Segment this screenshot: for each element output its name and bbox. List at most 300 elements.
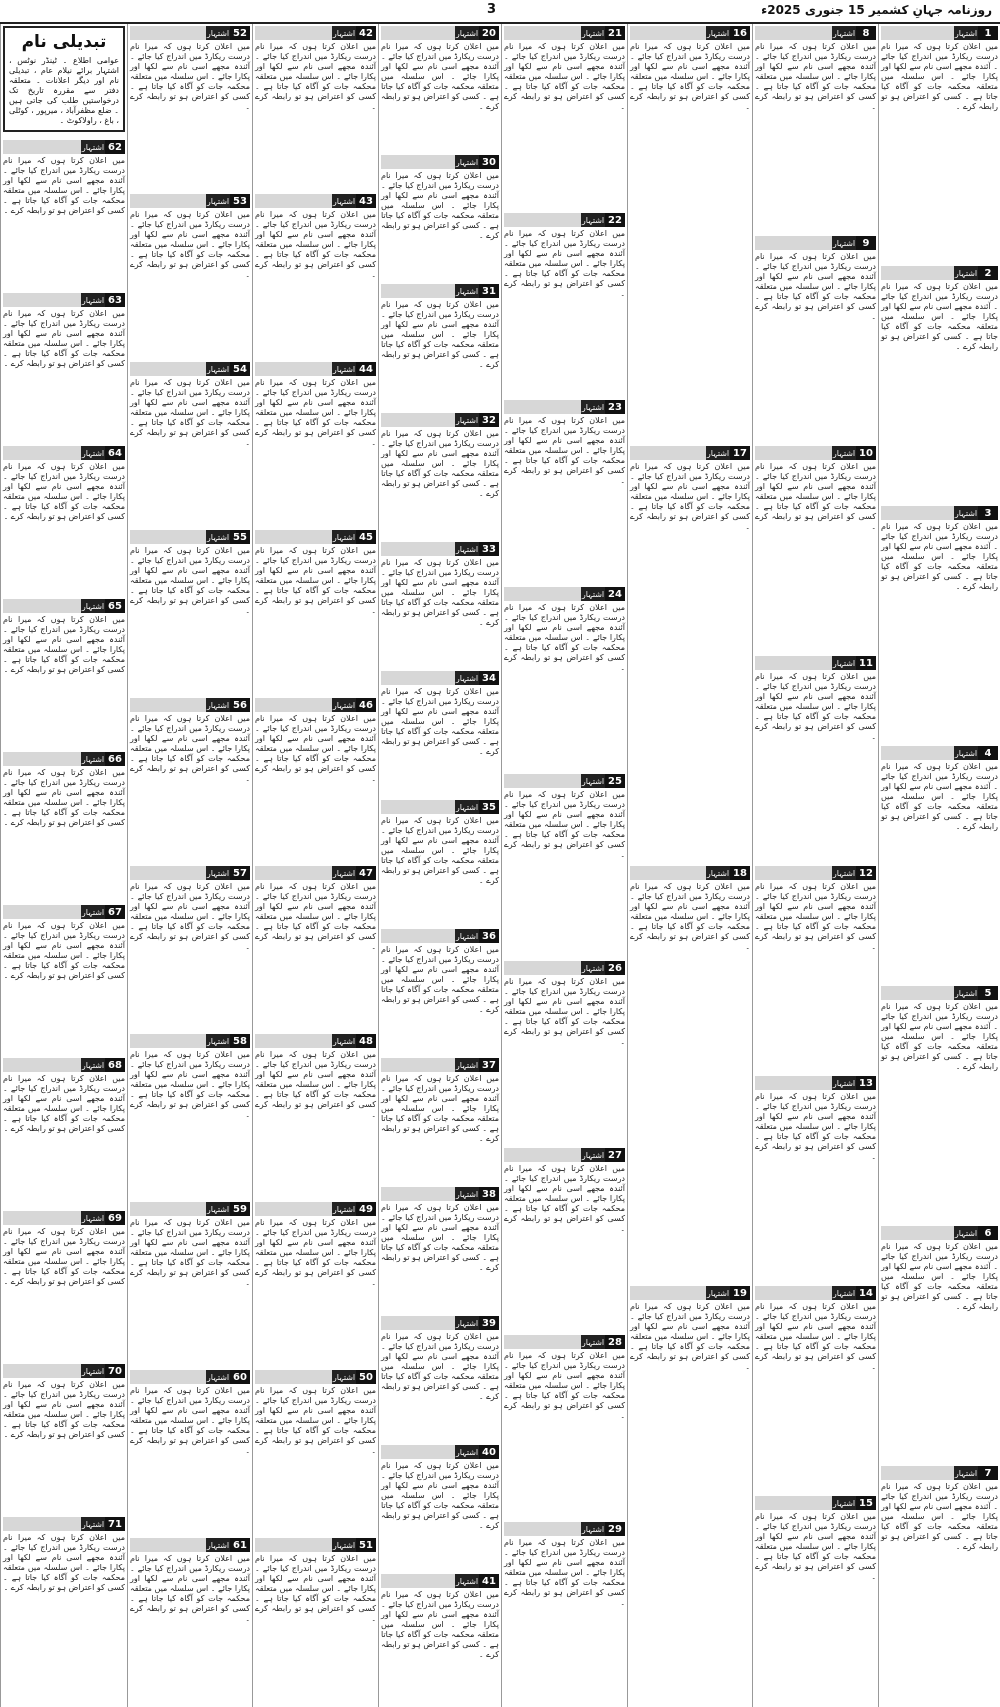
ad-label: اشتہار [706, 866, 730, 880]
notice-text: میں اعلان کرتا ہوں کہ میرا نام درست ریکارڈ میں اندراج کیا جائے ۔ آئندہ مجھے اسی نام سے لکھا اور پکارا جائے ۔ اس سلسلہ میں متعلقہ محکمہ جات کو آگاہ کیا جاتا ہے ۔ کسی کو اعتراض ہو تو رابطہ کرے ۔ [255, 210, 376, 279]
notice-text: میں اعلان کرتا ہوں کہ میرا نام درست ریکارڈ میں اندراج کیا جائے ۔ آئندہ مجھے اسی نام سے لکھا اور پکارا جائے ۔ اس سلسلہ میں متعلقہ محکمہ جات کو آگاہ کیا جاتا ہے ۔ کسی کو اعتراض ہو تو رابطہ کرے ۔ [130, 546, 250, 615]
classified-notice [628, 24, 752, 444]
classified-notice [879, 24, 1000, 264]
notice-header [504, 587, 625, 601]
notice-header [130, 1370, 250, 1384]
classified-notice [879, 1464, 1000, 1704]
header-bar [255, 194, 332, 208]
notice-header [381, 542, 499, 556]
ad-label: اشتہار [455, 413, 479, 427]
notice-text: میں اعلان کرتا ہوں کہ میرا نام درست ریکارڈ میں اندراج کیا جائے ۔ آئندہ مجھے اسی نام سے لکھا اور پکارا جائے ۔ اس سلسلہ میں متعلقہ محکمہ جات کو آگاہ کیا جاتا ہے ۔ کسی کو اعتراض ہو تو رابطہ کرے ۔ [381, 816, 499, 885]
notice-text: میں اعلان کرتا ہوں کہ میرا نام درست ریکارڈ میں اندراج کیا جائے ۔ آئندہ مجھے اسی نام سے لکھا اور پکارا جائے ۔ اس سلسلہ میں متعلقہ محکمہ جات کو آگاہ کیا جاتا ہے ۔ کسی کو اعتراض ہو تو رابطہ کرے ۔ [255, 1554, 376, 1623]
header-bar [255, 1034, 332, 1048]
ad-label: اشتہار [455, 284, 479, 298]
notice-text: میں اعلان کرتا ہوں کہ میرا نام درست ریکارڈ میں اندراج کیا جائے ۔ آئندہ مجھے اسی نام سے لکھا اور پکارا جائے ۔ اس سلسلہ میں متعلقہ محکمہ جات کو آگاہ کیا جاتا ہے ۔ کسی کو اعتراض ہو تو رابطہ کرے ۔ [130, 1050, 250, 1119]
notice-header [755, 656, 876, 670]
classified-notice [128, 1200, 252, 1368]
header-bar [504, 961, 581, 975]
notice-number: 22 [605, 213, 625, 227]
ad-label: اشتہار [455, 542, 479, 556]
notice-text: میں اعلان کرتا ہوں کہ میرا نام درست ریکارڈ میں اندراج کیا جائے ۔ آئندہ مجھے اسی نام سے لکھا اور پکارا جائے ۔ اس سلسلہ میں متعلقہ محکمہ جات کو آگاہ کیا جاتا ہے ۔ کسی کو اعتراض ہو تو رابطہ کرے ۔ [381, 171, 499, 240]
header-bar [255, 1370, 332, 1384]
classified-notice [1, 444, 127, 597]
notice-number: 57 [230, 866, 250, 880]
notice-text: میں اعلان کرتا ہوں کہ میرا نام درست ریکارڈ میں اندراج کیا جائے ۔ آئندہ مجھے اسی نام سے لکھا اور پکارا جائے ۔ اس سلسلہ میں متعلقہ محکمہ جات کو آگاہ کیا جاتا ہے ۔ کسی کو اعتراض ہو تو رابطہ کرے ۔ [130, 378, 250, 447]
notice-header [3, 293, 125, 307]
notice-number: 55 [230, 530, 250, 544]
ad-label: اشتہار [332, 1202, 356, 1216]
notice-number: 19 [730, 1286, 750, 1300]
notice-number: 32 [479, 413, 499, 427]
header-bar [3, 599, 81, 613]
classified-notice [1, 138, 127, 291]
notice-header [130, 698, 250, 712]
classified-notice [128, 696, 252, 864]
notice-header [881, 986, 998, 1000]
notice-text: میں اعلان کرتا ہوں کہ میرا نام درست ریکارڈ میں اندراج کیا جائے ۔ آئندہ مجھے اسی نام سے لکھا اور پکارا جائے ۔ اس سلسلہ میں متعلقہ محکمہ جات کو آگاہ کیا جاتا ہے ۔ کسی کو اعتراض ہو تو رابطہ کرے ۔ [881, 1242, 998, 1311]
notice-header [255, 1538, 376, 1552]
classified-notice [879, 504, 1000, 744]
masthead [0, 0, 1000, 24]
header-bar [755, 866, 832, 880]
header-bar [381, 413, 455, 427]
classified-notice [753, 654, 878, 864]
notice-text: میں اعلان کرتا ہوں کہ میرا نام درست ریکارڈ میں اندراج کیا جائے ۔ آئندہ مجھے اسی نام سے لکھا اور پکارا جائے ۔ اس سلسلہ میں متعلقہ محکمہ جات کو آگاہ کیا جاتا ہے ۔ کسی کو اعتراض ہو تو رابطہ کرے ۔ [881, 522, 998, 591]
notice-text: میں اعلان کرتا ہوں کہ میرا نام درست ریکارڈ میں اندراج کیا جائے ۔ آئندہ مجھے اسی نام سے لکھا اور پکارا جائے ۔ اس سلسلہ میں متعلقہ محکمہ جات کو آگاہ کیا جاتا ہے ۔ کسی کو اعتراض ہو تو رابطہ کرے ۔ [3, 768, 125, 827]
notice-number: 20 [479, 26, 499, 40]
ad-label: اشتہار [954, 26, 978, 40]
ad-label: اشتہار [954, 266, 978, 280]
notice-number: 54 [230, 362, 250, 376]
header-bar [504, 1148, 581, 1162]
classified-notice [379, 153, 501, 282]
notice-header [381, 800, 499, 814]
notice-header [630, 446, 750, 460]
notice-number: 24 [605, 587, 625, 601]
classified-notice [502, 585, 627, 772]
notice-header [3, 1364, 125, 1378]
header-bar [881, 266, 954, 280]
notice-number: 63 [105, 293, 125, 307]
header-bar [255, 1202, 332, 1216]
notice-number: 44 [356, 362, 376, 376]
notice-text: میں اعلان کرتا ہوں کہ میرا نام درست ریکارڈ میں اندراج کیا جائے ۔ آئندہ مجھے اسی نام سے لکھا اور پکارا جائے ۔ اس سلسلہ میں متعلقہ محکمہ جات کو آگاہ کیا جاتا ہے ۔ کسی کو اعتراض ہو تو رابطہ کرے ۔ [504, 977, 625, 1046]
header-bar [130, 26, 206, 40]
notice-text: میں اعلان کرتا ہوں کہ میرا نام درست ریکارڈ میں اندراج کیا جائے ۔ آئندہ مجھے اسی نام سے لکھا اور پکارا جائے ۔ اس سلسلہ میں متعلقہ محکمہ جات کو آگاہ کیا جاتا ہے ۔ کسی کو اعتراض ہو تو رابطہ کرے ۔ [3, 1074, 125, 1133]
ad-label: اشتہار [332, 26, 356, 40]
notice-text: میں اعلان کرتا ہوں کہ میرا نام درست ریکارڈ میں اندراج کیا جائے ۔ آئندہ مجھے اسی نام سے لکھا اور پکارا جائے ۔ اس سلسلہ میں متعلقہ محکمہ جات کو آگاہ کیا جاتا ہے ۔ کسی کو اعتراض ہو تو رابطہ کرے ۔ [881, 42, 998, 111]
notice-text: میں اعلان کرتا ہوں کہ میرا نام درست ریکارڈ میں اندراج کیا جائے ۔ آئندہ مجھے اسی نام سے لکھا اور پکارا جائے ۔ اس سلسلہ میں متعلقہ محکمہ جات کو آگاہ کیا جاتا ہے ۔ کسی کو اعتراض ہو تو رابطہ کرے ۔ [3, 156, 125, 215]
classified-notice [379, 282, 501, 411]
notice-header [381, 155, 499, 169]
header-bar [755, 26, 832, 40]
classified-notice [253, 192, 378, 360]
classified-notice [128, 1536, 252, 1704]
classified-notice [253, 1200, 378, 1368]
header-bar [381, 1316, 455, 1330]
notice-text: میں اعلان کرتا ہوں کہ میرا نام درست ریکارڈ میں اندراج کیا جائے ۔ آئندہ مجھے اسی نام سے لکھا اور پکارا جائے ۔ اس سلسلہ میں متعلقہ محکمہ جات کو آگاہ کیا جاتا ہے ۔ کسی کو اعتراض ہو تو رابطہ کرے ۔ [630, 42, 750, 111]
classified-notice [379, 1443, 501, 1572]
classified-notice [753, 444, 878, 654]
header-bar [130, 1370, 206, 1384]
classified-notice [879, 1224, 1000, 1464]
classified-notice [628, 864, 752, 1284]
notice-number: 65 [105, 599, 125, 613]
ad-label: اشتہار [81, 140, 105, 154]
header-bar [755, 236, 832, 250]
notice-text: میں اعلان کرتا ہوں کہ میرا نام درست ریکارڈ میں اندراج کیا جائے ۔ آئندہ مجھے اسی نام سے لکھا اور پکارا جائے ۔ اس سلسلہ میں متعلقہ محکمہ جات کو آگاہ کیا جاتا ہے ۔ کسی کو اعتراض ہو تو رابطہ کرے ۔ [381, 1461, 499, 1530]
ad-label: اشتہار [954, 986, 978, 1000]
notice-text: میں اعلان کرتا ہوں کہ میرا نام درست ریکارڈ میں اندراج کیا جائے ۔ آئندہ مجھے اسی نام سے لکھا اور پکارا جائے ۔ اس سلسلہ میں متعلقہ محکمہ جات کو آگاہ کیا جاتا ہے ۔ کسی کو اعتراض ہو تو رابطہ کرے ۔ [255, 42, 376, 111]
notice-text: میں اعلان کرتا ہوں کہ میرا نام درست ریکارڈ میں اندراج کیا جائے ۔ آئندہ مجھے اسی نام سے لکھا اور پکارا جائے ۔ اس سلسلہ میں متعلقہ محکمہ جات کو آگاہ کیا جاتا ہے ۔ کسی کو اعتراض ہو تو رابطہ کرے ۔ [255, 1386, 376, 1455]
notice-header [255, 866, 376, 880]
ad-label: اشتہار [581, 26, 605, 40]
ad-label: اشتہار [706, 446, 730, 460]
notice-number: 13 [856, 1076, 876, 1090]
header-bar [3, 905, 81, 919]
notice-text: میں اعلان کرتا ہوں کہ میرا نام درست ریکارڈ میں اندراج کیا جائے ۔ آئندہ مجھے اسی نام سے لکھا اور پکارا جائے ۔ اس سلسلہ میں متعلقہ محکمہ جات کو آگاہ کیا جاتا ہے ۔ کسی کو اعتراض ہو تو رابطہ کرے ۔ [3, 921, 125, 980]
header-bar [130, 194, 206, 208]
notice-number: 67 [105, 905, 125, 919]
notice-header [504, 1522, 625, 1536]
header-bar [504, 587, 581, 601]
header-bar [255, 698, 332, 712]
ad-label: اشتہار [455, 155, 479, 169]
notice-text: میں اعلان کرتا ہوں کہ میرا نام درست ریکارڈ میں اندراج کیا جائے ۔ آئندہ مجھے اسی نام سے لکھا اور پکارا جائے ۔ اس سلسلہ میں متعلقہ محکمہ جات کو آگاہ کیا جاتا ہے ۔ کسی کو اعتراض ہو تو رابطہ کرے ۔ [755, 252, 876, 321]
ad-label: اشتہار [81, 1058, 105, 1072]
classified-notice [379, 1314, 501, 1443]
notice-header [3, 905, 125, 919]
classified-notice [1, 291, 127, 444]
ad-label: اشتہار [832, 26, 856, 40]
ad-label: اشتہار [832, 1076, 856, 1090]
notice-text: میں اعلان کرتا ہوں کہ میرا نام درست ریکارڈ میں اندراج کیا جائے ۔ آئندہ مجھے اسی نام سے لکھا اور پکارا جائے ۔ اس سلسلہ میں متعلقہ محکمہ جات کو آگاہ کیا جاتا ہے ۔ کسی کو اعتراض ہو تو رابطہ کرے ۔ [255, 378, 376, 447]
ad-label: اشتہار [832, 866, 856, 880]
notice-number: 31 [479, 284, 499, 298]
notice-text: میں اعلان کرتا ہوں کہ میرا نام درست ریکارڈ میں اندراج کیا جائے ۔ آئندہ مجھے اسی نام سے لکھا اور پکارا جائے ۔ اس سلسلہ میں متعلقہ محکمہ جات کو آگاہ کیا جاتا ہے ۔ کسی کو اعتراض ہو تو رابطہ کرے ۔ [130, 1554, 250, 1623]
header-bar [504, 26, 581, 40]
notice-text: میں اعلان کرتا ہوں کہ میرا نام درست ریکارڈ میں اندراج کیا جائے ۔ آئندہ مجھے اسی نام سے لکھا اور پکارا جائے ۔ اس سلسلہ میں متعلقہ محکمہ جات کو آگاہ کیا جاتا ہے ۔ کسی کو اعتراض ہو تو رابطہ کرے ۔ [381, 687, 499, 756]
header-bar [381, 1187, 455, 1201]
classified-notice [253, 360, 378, 528]
notice-header [3, 140, 125, 154]
header-bar [130, 362, 206, 376]
ad-label: اشتہار [206, 530, 230, 544]
notice-text: میں اعلان کرتا ہوں کہ میرا نام درست ریکارڈ میں اندراج کیا جائے ۔ آئندہ مجھے اسی نام سے لکھا اور پکارا جائے ۔ اس سلسلہ میں متعلقہ محکمہ جات کو آگاہ کیا جاتا ہے ۔ کسی کو اعتراض ہو تو رابطہ کرے ۔ [504, 416, 625, 485]
notice-text: میں اعلان کرتا ہوں کہ میرا نام درست ریکارڈ میں اندراج کیا جائے ۔ آئندہ مجھے اسی نام سے لکھا اور پکارا جائے ۔ اس سلسلہ میں متعلقہ محکمہ جات کو آگاہ کیا جاتا ہے ۔ کسی کو اعتراض ہو تو رابطہ کرے ۔ [130, 882, 250, 951]
header-bar [130, 698, 206, 712]
notice-header [881, 746, 998, 760]
header-bar [130, 1202, 206, 1216]
header-bar [3, 1364, 81, 1378]
header-bar [755, 1076, 832, 1090]
name-change-title: تبدیلی نام [21, 32, 107, 52]
classified-notice [379, 927, 501, 1056]
notice-text: میں اعلان کرتا ہوں کہ میرا نام درست ریکارڈ میں اندراج کیا جائے ۔ آئندہ مجھے اسی نام سے لکھا اور پکارا جائے ۔ اس سلسلہ میں متعلقہ محکمہ جات کو آگاہ کیا جاتا ہے ۔ کسی کو اعتراض ہو تو رابطہ کرے ۔ [881, 282, 998, 351]
header-bar [255, 26, 332, 40]
header-bar [130, 530, 206, 544]
notice-header [755, 866, 876, 880]
header-bar [381, 800, 455, 814]
notice-text: میں اعلان کرتا ہوں کہ میرا نام درست ریکارڈ میں اندراج کیا جائے ۔ آئندہ مجھے اسی نام سے لکھا اور پکارا جائے ۔ اس سلسلہ میں متعلقہ محکمہ جات کو آگاہ کیا جاتا ہے ۔ کسی کو اعتراض ہو تو رابطہ کرے ۔ [881, 1482, 998, 1551]
notice-header [255, 26, 376, 40]
name-change-box [3, 26, 125, 132]
notice-header [504, 1335, 625, 1349]
ad-label: اشتہار [206, 1370, 230, 1384]
notice-text: میں اعلان کرتا ہوں کہ میرا نام درست ریکارڈ میں اندراج کیا جائے ۔ آئندہ مجھے اسی نام سے لکھا اور پکارا جائے ۔ اس سلسلہ میں متعلقہ محکمہ جات کو آگاہ کیا جاتا ہے ۔ کسی کو اعتراض ہو تو رابطہ کرے ۔ [504, 603, 625, 672]
notice-text: میں اعلان کرتا ہوں کہ میرا نام درست ریکارڈ میں اندراج کیا جائے ۔ آئندہ مجھے اسی نام سے لکھا اور پکارا جائے ۔ اس سلسلہ میں متعلقہ محکمہ جات کو آگاہ کیا جاتا ہے ۔ کسی کو اعتراض ہو تو رابطہ کرے ۔ [630, 1302, 750, 1371]
ad-label: اشتہار [832, 1496, 856, 1510]
notice-header [755, 1496, 876, 1510]
classified-notice [253, 528, 378, 696]
notice-header [381, 671, 499, 685]
notice-text: میں اعلان کرتا ہوں کہ میرا نام درست ریکارڈ میں اندراج کیا جائے ۔ آئندہ مجھے اسی نام سے لکھا اور پکارا جائے ۔ اس سلسلہ میں متعلقہ محکمہ جات کو آگاہ کیا جاتا ہے ۔ کسی کو اعتراض ہو تو رابطہ کرے ۔ [381, 1074, 499, 1143]
classified-notice [502, 1520, 627, 1707]
notice-number: 52 [230, 26, 250, 40]
notice-number: 46 [356, 698, 376, 712]
classified-notice [128, 192, 252, 360]
notice-number: 2 [978, 266, 998, 280]
ad-label: اشتہار [954, 506, 978, 520]
notice-number: 26 [605, 961, 625, 975]
notice-number: 23 [605, 400, 625, 414]
ad-label: اشتہار [332, 194, 356, 208]
notice-text: میں اعلان کرتا ہوں کہ میرا نام درست ریکارڈ میں اندراج کیا جائے ۔ آئندہ مجھے اسی نام سے لکھا اور پکارا جائے ۔ اس سلسلہ میں متعلقہ محکمہ جات کو آگاہ کیا جاتا ہے ۔ کسی کو اعتراض ہو تو رابطہ کرے ۔ [755, 42, 876, 111]
notice-number: 30 [479, 155, 499, 169]
notice-text: میں اعلان کرتا ہوں کہ میرا نام درست ریکارڈ میں اندراج کیا جائے ۔ آئندہ مجھے اسی نام سے لکھا اور پکارا جائے ۔ اس سلسلہ میں متعلقہ محکمہ جات کو آگاہ کیا جاتا ہے ۔ کسی کو اعتراض ہو تو رابطہ کرے ۔ [381, 300, 499, 369]
classified-notice [502, 1333, 627, 1520]
notice-text: میں اعلان کرتا ہوں کہ میرا نام درست ریکارڈ میں اندراج کیا جائے ۔ آئندہ مجھے اسی نام سے لکھا اور پکارا جائے ۔ اس سلسلہ میں متعلقہ محکمہ جات کو آگاہ کیا جاتا ہے ۔ کسی کو اعتراض ہو تو رابطہ کرے ۔ [3, 1227, 125, 1286]
ad-label: اشتہار [832, 1286, 856, 1300]
notice-number: 11 [856, 656, 876, 670]
notice-number: 45 [356, 530, 376, 544]
notice-header [130, 866, 250, 880]
classified-notice [1, 1056, 127, 1209]
notice-number: 42 [356, 26, 376, 40]
name-change-intro: عوامی اطلاع ۔ ٹینڈر نوٹس ، اشتہار برائے نیلام عام ، تبدیلی نام اور دیگر اعلانات ۔ متعلقہ دفتر سے مقررہ تاریخ تک درخواستیں طلب کی جاتی ہیں ۔ ضلع مظفرآباد ، میرپور ، کوٹلی ، باغ ، راولاکوٹ ۔ [9, 56, 119, 125]
classified-notice [379, 1185, 501, 1314]
ad-label: اشتہار [332, 1370, 356, 1384]
notice-number: 70 [105, 1364, 125, 1378]
header-bar [881, 506, 954, 520]
column-2 [752, 24, 878, 1707]
column-6 [252, 24, 378, 1707]
notice-header [3, 599, 125, 613]
notice-number: 8 [856, 26, 876, 40]
header-bar [755, 656, 832, 670]
classified-notice [502, 772, 627, 959]
notice-header [255, 194, 376, 208]
notice-text: میں اعلان کرتا ہوں کہ میرا نام درست ریکارڈ میں اندراج کیا جائے ۔ آئندہ مجھے اسی نام سے لکھا اور پکارا جائے ۔ اس سلسلہ میں متعلقہ محکمہ جات کو آگاہ کیا جاتا ہے ۔ کسی کو اعتراض ہو تو رابطہ کرے ۔ [255, 1218, 376, 1287]
notice-header [381, 1058, 499, 1072]
notice-text: میں اعلان کرتا ہوں کہ میرا نام درست ریکارڈ میں اندراج کیا جائے ۔ آئندہ مجھے اسی نام سے لکھا اور پکارا جائے ۔ اس سلسلہ میں متعلقہ محکمہ جات کو آگاہ کیا جاتا ہے ۔ کسی کو اعتراض ہو تو رابطہ کرے ۔ [255, 1050, 376, 1119]
notice-text: میں اعلان کرتا ہوں کہ میرا نام درست ریکارڈ میں اندراج کیا جائے ۔ آئندہ مجھے اسی نام سے لکھا اور پکارا جائے ۔ اس سلسلہ میں متعلقہ محکمہ جات کو آگاہ کیا جاتا ہے ۔ کسی کو اعتراض ہو تو رابطہ کرے ۔ [504, 1538, 625, 1607]
classified-notice [379, 411, 501, 540]
classified-notice [379, 1572, 501, 1701]
header-bar [381, 26, 455, 40]
ad-label: اشتہار [581, 587, 605, 601]
notice-number: 59 [230, 1202, 250, 1216]
classified-notice [128, 24, 252, 192]
notice-header [381, 284, 499, 298]
header-bar [755, 446, 832, 460]
classified-notice [253, 864, 378, 1032]
ad-label: اشتہار [81, 1364, 105, 1378]
notice-number: 38 [479, 1187, 499, 1201]
header-bar [3, 1058, 81, 1072]
classified-notice [502, 398, 627, 585]
ad-label: اشتہار [954, 1466, 978, 1480]
notice-number: 66 [105, 752, 125, 766]
ad-label: اشتہار [81, 599, 105, 613]
notice-header [504, 213, 625, 227]
ad-label: اشتہار [455, 671, 479, 685]
notice-text: میں اعلان کرتا ہوں کہ میرا نام درست ریکارڈ میں اندراج کیا جائے ۔ آئندہ مجھے اسی نام سے لکھا اور پکارا جائے ۔ اس سلسلہ میں متعلقہ محکمہ جات کو آگاہ کیا جاتا ہے ۔ کسی کو اعتراض ہو تو رابطہ کرے ۔ [755, 672, 876, 741]
notice-header [381, 929, 499, 943]
header-bar [3, 752, 81, 766]
ad-label: اشتہار [832, 446, 856, 460]
notice-header [504, 26, 625, 40]
header-bar [255, 1538, 332, 1552]
header-bar [3, 140, 81, 154]
ad-label: اشتہار [455, 1574, 479, 1588]
ad-label: اشتہار [81, 752, 105, 766]
notice-text: میں اعلان کرتا ہوں کہ میرا نام درست ریکارڈ میں اندراج کیا جائے ۔ آئندہ مجھے اسی نام سے لکھا اور پکارا جائے ۔ اس سلسلہ میں متعلقہ محکمہ جات کو آگاہ کیا جاتا ہے ۔ کسی کو اعتراض ہو تو رابطہ کرے ۔ [755, 1302, 876, 1371]
column-1 [878, 24, 1000, 1707]
notice-number: 12 [856, 866, 876, 880]
ad-label: اشتہار [455, 929, 479, 943]
notice-number: 36 [479, 929, 499, 943]
ad-label: اشتہار [581, 1335, 605, 1349]
header-bar [381, 671, 455, 685]
classified-notice [753, 864, 878, 1074]
notice-header [3, 1211, 125, 1225]
classified-notice [128, 528, 252, 696]
ad-label: اشتہار [954, 1226, 978, 1240]
header-bar [504, 213, 581, 227]
header-bar [881, 746, 954, 760]
notice-header [130, 362, 250, 376]
notice-header [504, 400, 625, 414]
ad-label: اشتہار [455, 1316, 479, 1330]
ad-label: اشتہار [455, 26, 479, 40]
notice-text: میں اعلان کرتا ہوں کہ میرا نام درست ریکارڈ میں اندراج کیا جائے ۔ آئندہ مجھے اسی نام سے لکھا اور پکارا جائے ۔ اس سلسلہ میں متعلقہ محکمہ جات کو آگاہ کیا جاتا ہے ۔ کسی کو اعتراض ہو تو رابطہ کرے ۔ [381, 429, 499, 498]
notice-text: میں اعلان کرتا ہوں کہ میرا نام درست ریکارڈ میں اندراج کیا جائے ۔ آئندہ مجھے اسی نام سے لکھا اور پکارا جائے ۔ اس سلسلہ میں متعلقہ محکمہ جات کو آگاہ کیا جاتا ہے ۔ کسی کو اعتراض ہو تو رابطہ کرے ۔ [3, 462, 125, 521]
classified-notice [379, 540, 501, 669]
notice-number: 29 [605, 1522, 625, 1536]
header-bar [255, 866, 332, 880]
classified-notice [502, 24, 627, 211]
notice-header [630, 1286, 750, 1300]
notice-number: 1 [978, 26, 998, 40]
notice-header [755, 1076, 876, 1090]
notice-text: میں اعلان کرتا ہوں کہ میرا نام درست ریکارڈ میں اندراج کیا جائے ۔ آئندہ مجھے اسی نام سے لکھا اور پکارا جائے ۔ اس سلسلہ میں متعلقہ محکمہ جات کو آگاہ کیا جاتا ہے ۔ کسی کو اعتراض ہو تو رابطہ کرے ۔ [381, 1332, 499, 1401]
notice-text: میں اعلان کرتا ہوں کہ میرا نام درست ریکارڈ میں اندراج کیا جائے ۔ آئندہ مجھے اسی نام سے لکھا اور پکارا جائے ۔ اس سلسلہ میں متعلقہ محکمہ جات کو آگاہ کیا جاتا ہے ۔ کسی کو اعتراض ہو تو رابطہ کرے ۔ [381, 42, 499, 111]
ad-label: اشتہار [332, 866, 356, 880]
notice-text: میں اعلان کرتا ہوں کہ میرا نام درست ریکارڈ میں اندراج کیا جائے ۔ آئندہ مجھے اسی نام سے لکھا اور پکارا جائے ۔ اس سلسلہ میں متعلقہ محکمہ جات کو آگاہ کیا جاتا ہے ۔ کسی کو اعتراض ہو تو رابطہ کرے ۔ [255, 882, 376, 951]
notice-header [3, 1517, 125, 1531]
notice-header [755, 236, 876, 250]
classified-notice [502, 959, 627, 1146]
notice-number: 40 [479, 1445, 499, 1459]
ad-label: اشتہار [206, 1034, 230, 1048]
header-bar [630, 446, 706, 460]
notice-number: 16 [730, 26, 750, 40]
notice-text: میں اعلان کرتا ہوں کہ میرا نام درست ریکارڈ میں اندراج کیا جائے ۔ آئندہ مجھے اسی نام سے لکھا اور پکارا جائے ۔ اس سلسلہ میں متعلقہ محکمہ جات کو آگاہ کیا جاتا ہے ۔ کسی کو اعتراض ہو تو رابطہ کرے ۔ [381, 1590, 499, 1659]
classified-notice [753, 234, 878, 444]
classified-notice [502, 211, 627, 398]
header-bar [504, 774, 581, 788]
notice-header [255, 362, 376, 376]
header-bar [381, 1058, 455, 1072]
classified-notice [502, 1146, 627, 1333]
ad-label: اشتہار [206, 194, 230, 208]
notice-text: میں اعلان کرتا ہوں کہ میرا نام درست ریکارڈ میں اندراج کیا جائے ۔ آئندہ مجھے اسی نام سے لکھا اور پکارا جائے ۔ اس سلسلہ میں متعلقہ محکمہ جات کو آگاہ کیا جاتا ہے ۔ کسی کو اعتراض ہو تو رابطہ کرے ۔ [381, 1203, 499, 1272]
notice-number: 47 [356, 866, 376, 880]
classified-notice [253, 1536, 378, 1704]
classified-notice [628, 444, 752, 864]
notice-number: 9 [856, 236, 876, 250]
header-bar [381, 1445, 455, 1459]
header-bar [630, 866, 706, 880]
ad-label: اشتہار [81, 446, 105, 460]
notice-number: 4 [978, 746, 998, 760]
header-bar [255, 362, 332, 376]
classified-notice [753, 24, 878, 234]
ad-label: اشتہار [455, 800, 479, 814]
notice-header [504, 961, 625, 975]
notice-number: 6 [978, 1226, 998, 1240]
notice-number: 7 [978, 1466, 998, 1480]
classified-notice [379, 669, 501, 798]
notice-header [504, 774, 625, 788]
ad-label: اشتہار [332, 1538, 356, 1552]
notice-header [130, 1538, 250, 1552]
notice-number: 71 [105, 1517, 125, 1531]
notice-header [881, 1226, 998, 1240]
notice-header [881, 266, 998, 280]
notice-header [630, 866, 750, 880]
ad-label: اشتہار [206, 362, 230, 376]
ad-label: اشتہار [581, 400, 605, 414]
classified-notice [879, 984, 1000, 1224]
header-bar [881, 26, 954, 40]
classified-notice [128, 1368, 252, 1536]
notice-number: 10 [856, 446, 876, 460]
classified-notice [879, 744, 1000, 984]
notice-number: 25 [605, 774, 625, 788]
notice-header [381, 413, 499, 427]
notice-text: میں اعلان کرتا ہوں کہ میرا نام درست ریکارڈ میں اندراج کیا جائے ۔ آئندہ مجھے اسی نام سے لکھا اور پکارا جائے ۔ اس سلسلہ میں متعلقہ محکمہ جات کو آگاہ کیا جاتا ہے ۔ کسی کو اعتراض ہو تو رابطہ کرے ۔ [504, 1351, 625, 1420]
notice-number: 15 [856, 1496, 876, 1510]
ad-label: اشتہار [206, 1538, 230, 1552]
notice-header [130, 530, 250, 544]
header-bar [755, 1286, 832, 1300]
header-bar [130, 1538, 206, 1552]
header-bar [381, 929, 455, 943]
notice-number: 64 [105, 446, 125, 460]
notice-number: 21 [605, 26, 625, 40]
notice-text: میں اعلان کرتا ہوں کہ میرا نام درست ریکارڈ میں اندراج کیا جائے ۔ آئندہ مجھے اسی نام سے لکھا اور پکارا جائے ۔ اس سلسلہ میں متعلقہ محکمہ جات کو آگاہ کیا جاتا ہے ۔ کسی کو اعتراض ہو تو رابطہ کرے ۔ [255, 714, 376, 783]
notice-text: میں اعلان کرتا ہوں کہ میرا نام درست ریکارڈ میں اندراج کیا جائے ۔ آئندہ مجھے اسی نام سے لکھا اور پکارا جائے ۔ اس سلسلہ میں متعلقہ محکمہ جات کو آگاہ کیا جاتا ہے ۔ کسی کو اعتراض ہو تو رابطہ کرے ۔ [504, 790, 625, 859]
classified-grid [0, 24, 1000, 1707]
classified-notice [1, 1362, 127, 1515]
classified-notice [628, 1284, 752, 1704]
notice-text: میں اعلان کرتا ہوں کہ میرا نام درست ریکارڈ میں اندراج کیا جائے ۔ آئندہ مجھے اسی نام سے لکھا اور پکارا جائے ۔ اس سلسلہ میں متعلقہ محکمہ جات کو آگاہ کیا جاتا ہے ۔ کسی کو اعتراض ہو تو رابطہ کرے ۔ [255, 546, 376, 615]
ad-label: اشتہار [455, 1187, 479, 1201]
notice-number: 5 [978, 986, 998, 1000]
notice-number: 56 [230, 698, 250, 712]
